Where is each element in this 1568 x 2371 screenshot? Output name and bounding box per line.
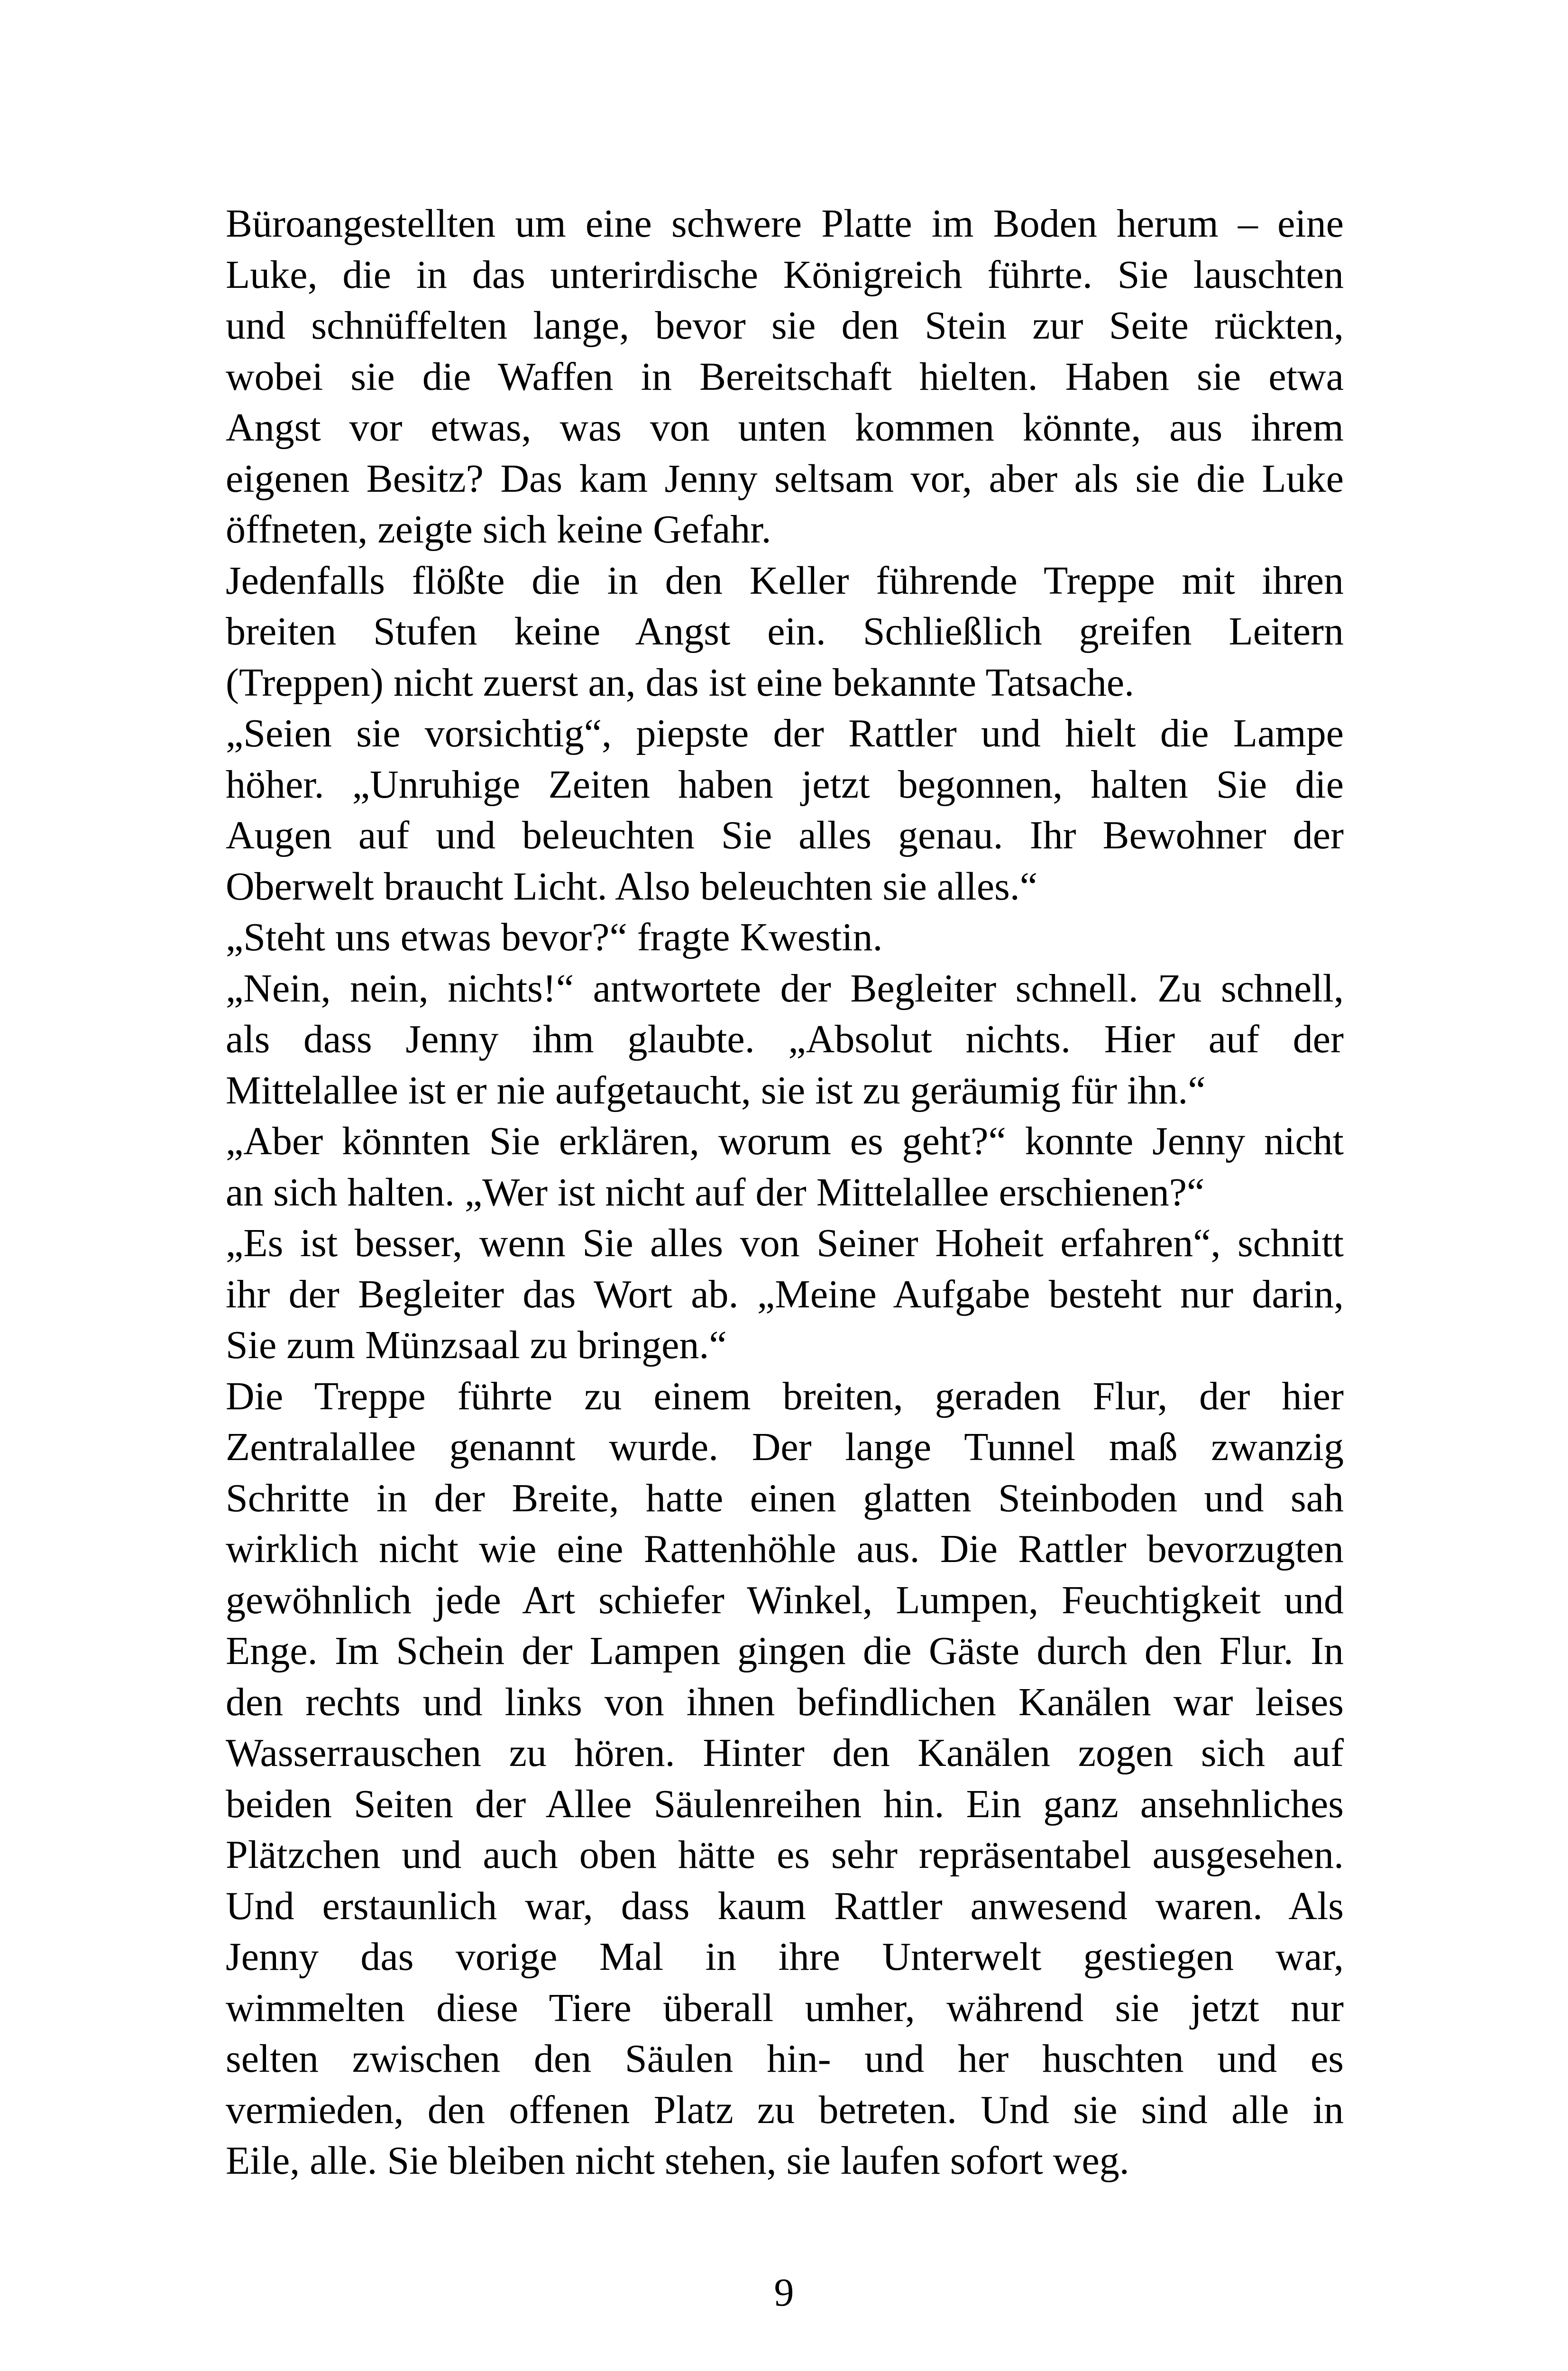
paragraph: [226, 555, 1344, 708]
text-line: ihr der Begleiter das Wort ab. „Meine Aufgabe besteht nur darin,: [226, 1272, 1344, 1316]
text-line: Büroangestellten um eine schwere Platte im Boden herum – eine: [226, 202, 1344, 246]
text-line: selten zwischen den Säulen hin- und her huschten und es: [226, 2037, 1344, 2081]
page-number: 9: [774, 2270, 794, 2315]
text-line: Enge. Im Schein der Lampen gingen die Gäste durch den Flur. In: [226, 1629, 1344, 1673]
paragraph: [226, 1116, 1344, 1218]
text-line: „Aber könnten Sie erklären, worum es geht?“ konnte Jenny nicht: [226, 1119, 1344, 1163]
text-line: wobei sie die Waffen in Bereitschaft hielten. Haben sie etwa: [226, 354, 1344, 399]
text-line: wimmelten diese Tiere überall umher, während sie jetzt nur: [226, 1985, 1344, 2030]
paragraph: [226, 708, 1344, 912]
text-line: höher. „Unruhige Zeiten haben jetzt begonnen, halten Sie die: [226, 762, 1344, 807]
text-line: Wasserrauschen zu hören. Hinter den Kanälen zogen sich auf: [226, 1731, 1344, 1775]
text-line: eigenen Besitz? Das kam Jenny seltsam vor, aber als sie die Luke: [226, 456, 1344, 501]
text-line: „Seien sie vorsichtig“, piepste der Rattler und hielt die Lampe: [226, 711, 1344, 755]
text-line: an sich halten. „Wer ist nicht auf der Mittelallee erschienen?“: [226, 1170, 1205, 1214]
paragraph: [226, 912, 1344, 963]
paragraph: [226, 1218, 1344, 1371]
paragraph: [226, 963, 1344, 1116]
text-line: „Es ist besser, wenn Sie alles von Seiner Hoheit erfahren“, schnitt: [226, 1221, 1344, 1265]
text-line: Die Treppe führte zu einem breiten, geraden Flur, der hier: [226, 1374, 1344, 1418]
text-line: Augen auf und beleuchten Sie alles genau. Ihr Bewohner der: [226, 813, 1344, 857]
text-line: vermieden, den offenen Platz zu betreten. Und sie sind alle in: [226, 2087, 1344, 2132]
text-line: (Treppen) nicht zuerst an, das ist eine bekannte Tatsache.: [226, 660, 1135, 705]
text-line: und schnüffelten lange, bevor sie den Stein zur Seite rückten,: [226, 303, 1344, 348]
body-text: [226, 198, 1344, 2187]
text-line: Angst vor etwas, was von unten kommen könnte, aus ihrem: [226, 405, 1344, 450]
text-line: „Nein, nein, nichts!“ antwortete der Begleiter schnell. Zu schnell,: [226, 966, 1344, 1011]
text-line: Und erstaunlich war, dass kaum Rattler anwesend waren. Als: [226, 1884, 1344, 1928]
text-line: Sie zum Münzsaal zu bringen.“: [226, 1323, 727, 1367]
text-line: Eile, alle. Sie bleiben nicht stehen, sie laufen sofort weg.: [226, 2139, 1129, 2183]
text-line: Oberwelt braucht Licht. Also beleuchten sie alles.“: [226, 864, 1038, 909]
text-line: „Steht uns etwas bevor?“ fragte Kwestin.: [226, 915, 883, 959]
paragraph: [226, 1371, 1344, 2187]
text-line: Schritte in der Breite, hatte einen glatten Steinboden und sah: [226, 1476, 1344, 1520]
text-line: Plätzchen und auch oben hätte es sehr repräsentabel ausgesehen.: [226, 1833, 1344, 1877]
text-line: als dass Jenny ihm glaubte. „Absolut nichts. Hier auf der: [226, 1017, 1344, 1061]
text-line: den rechts und links von ihnen befindlichen Kanälen war leises: [226, 1680, 1344, 1724]
text-line: Jedenfalls flößte die in den Keller führende Treppe mit ihren: [226, 558, 1344, 603]
text-line: Jenny das vorige Mal in ihre Unterwelt gestiegen war,: [226, 1935, 1344, 1979]
paragraph: [226, 198, 1344, 555]
text-line: beiden Seiten der Allee Säulenreihen hin. Ein ganz ansehnliches: [226, 1782, 1344, 1826]
text-line: Zentralallee genannt wurde. Der lange Tunnel maß zwanzig: [226, 1425, 1344, 1469]
text-line: Mittelallee ist er nie aufgetaucht, sie ist zu geräumig für ihn.“: [226, 1068, 1206, 1112]
text-line: öffneten, zeigte sich keine Gefahr.: [226, 507, 771, 551]
text-line: Luke, die in das unterirdische Königreich führte. Sie lauschten: [226, 252, 1344, 297]
text-line: gewöhnlich jede Art schiefer Winkel, Lumpen, Feuchtigkeit und: [226, 1578, 1344, 1622]
text-line: wirklich nicht wie eine Rattenhöhle aus. Die Rattler bevorzugten: [226, 1527, 1344, 1571]
text-line: breiten Stufen keine Angst ein. Schließlich greifen Leitern: [226, 609, 1344, 653]
